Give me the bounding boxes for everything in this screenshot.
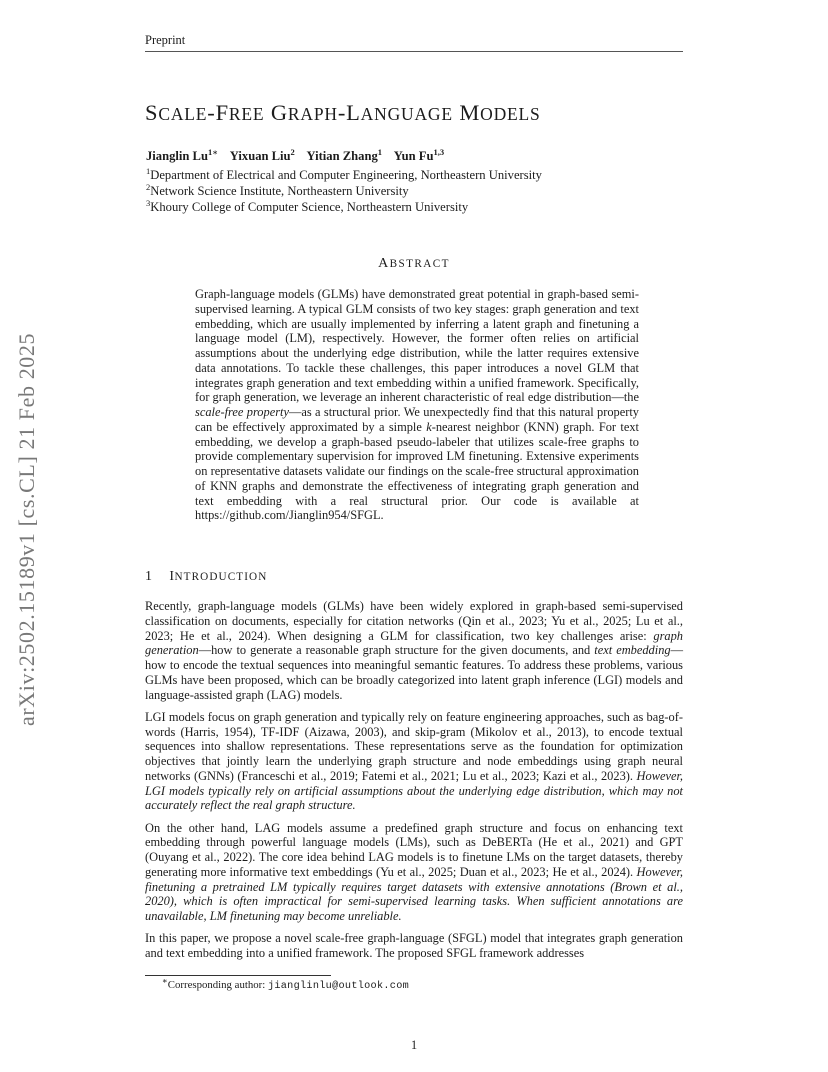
author-name: Yun Fu$^{1,3}$	[393, 146, 445, 163]
corresponding-author-note	[145, 975, 683, 992]
section-title: INTRODUCTION	[169, 569, 268, 584]
author-affil-sup: 1∗	[207, 146, 219, 157]
intro-paragraph-3: On the other hand, LAG models assume a predefined graph structure and focus on enhancing text embedding through powerful language models (LMs), such as DeBERTa (He et al., 2021) and GPT (Ouyang et al., 2022). The core idea behind LAG models is to finetune LMs on the target datasets, thereby generating more informative text embeddings (Yu et al., 2025; Duan et al., 2023; He et al., 2024). However, finetuning a pretrained LM typically requires target datasets with extensive annotations (Brown et al., 2020), which is often impractical for semi-supervised learning tasks. When sufficient annotations are unavailable, LM finetuning may become unreliable.	[145, 820, 683, 923]
affiliation-line: $^3$Khoury College of Computer Science, Northeastern University	[146, 197, 469, 214]
affiliation-line: $^1$Department of Electrical and Computer Engineering, Northeastern University	[146, 165, 542, 182]
intro-paragraph-1: Recently, graph-language models (GLMs) have been widely explored in graph-based semi-supervised classification on documents, especially for citation networks (Qin et al., 2023; Yu et al., 2025; Lu et al., 2023; He et al., 2024). When designing a GLM for classification, two key challenges arise: graph generation—how to generate a reasonable graph structure for the given documents, and text embedding—how to encode the textual sequences into meaningful semantic features. To address these problems, various GLMs have been proposed, which can be broadly categorized into latent graph inference (LGI) models and language-assisted graph (LAG) models.	[145, 599, 683, 702]
abstract-heading: ABSTRACT	[378, 256, 450, 271]
footnote-marker: ∗	[162, 975, 168, 986]
section-number: 1	[145, 569, 153, 584]
author-affil-sup: 1	[377, 146, 383, 157]
author-name: Yitian Zhang$^1$	[306, 146, 383, 163]
affiliation-list	[146, 165, 684, 216]
preprint-label: Preprint	[145, 33, 186, 47]
abstract-body: Graph-language models (GLMs) have demonstrated great potential in graph-based semi-supervised learning. A typical GLM consists of two key stages: graph generation and text embedding, which are usually implemented by inferring a latent graph and finetuning a language model (LM), respectively. However, the former often relies on artificial assumptions about the underlying edge distribution, while the latter requires extensive data annotations. To tackle these challenges, this paper introduces a novel GLM that integrates graph generation and text embedding within a unified framework. Specifically, for graph generation, we leverage an inherent characteristic of real edge distribution—the scale-free property—as a structural prior. We unexpectedly find that this natural property can be effectively approximated by a simple k-nearest neighbor (KNN) graph. For text embedding, we develop a graph-based pseudo-labeler that utilizes scale-free graphs to provide complementary supervision for improved LM finetuning. Extensive experiments on representative datasets validate our findings on the scale-free structural approximation of KNN graphs and demonstrate the effectiveness of integrating graph generation and text embedding with a real structural prior. Our code is available at https://github.com/Jianglin954/SFGL.	[195, 287, 639, 523]
footnote-label: Corresponding author:	[167, 979, 268, 991]
author-name: Jianglin $Lu^{1∗}$	[146, 146, 219, 163]
paper-title: SCALE-FREE GRAPH-LANGUAGE MODELS	[145, 100, 541, 125]
author-line	[146, 146, 684, 164]
footnote-rule	[145, 975, 331, 976]
author-name: Yixuan Liu$^2$	[229, 146, 295, 163]
intro-paragraph-4: In this paper, we propose a novel scale-free graph-language (SFGL) model that integrates graph generation and text embedding into a unified framework. The proposed SFGL framework addresses	[145, 931, 683, 960]
introduction-body	[145, 599, 683, 968]
section-1-heading	[145, 569, 683, 585]
corresponding-author-email: jianglinlu@outlook.com	[267, 981, 410, 992]
intro-paragraph-2: LGI models focus on graph generation and typically rely on feature engineering approaches, such as bag-of-words (Harris, 1954), TF-IDF (Aizawa, 2003), and skip-gram (Mikolov et al., 2013), to encode textual sequences into shallow representations. These representations serve as the foundation for optimization objectives that jointly learn the underlying graph structure and node embeddings using graph neural networks (GNNs) (Franceschi et al., 2019; Fatemi et al., 2021; Lu et al., 2023; Kazi et al., 2023). However, LGI models typically rely on artificial assumptions about the underlying edge distribution, which may not accurately reflect the real graph structure.	[145, 709, 683, 813]
author-affil-sup: 1,3	[433, 146, 445, 157]
arxiv-watermark: arXiv:2502.15189v1 [cs.CL] 21 Feb 2025	[14, 332, 39, 726]
footnote	[145, 975, 683, 992]
running-header	[145, 33, 683, 52]
page-number: 1	[410, 1038, 418, 1052]
author-affil-sup: 2	[290, 146, 295, 157]
header-rule	[145, 51, 683, 52]
affiliation-line: $^2$Network Science Institute, Northeastern University	[146, 181, 409, 198]
